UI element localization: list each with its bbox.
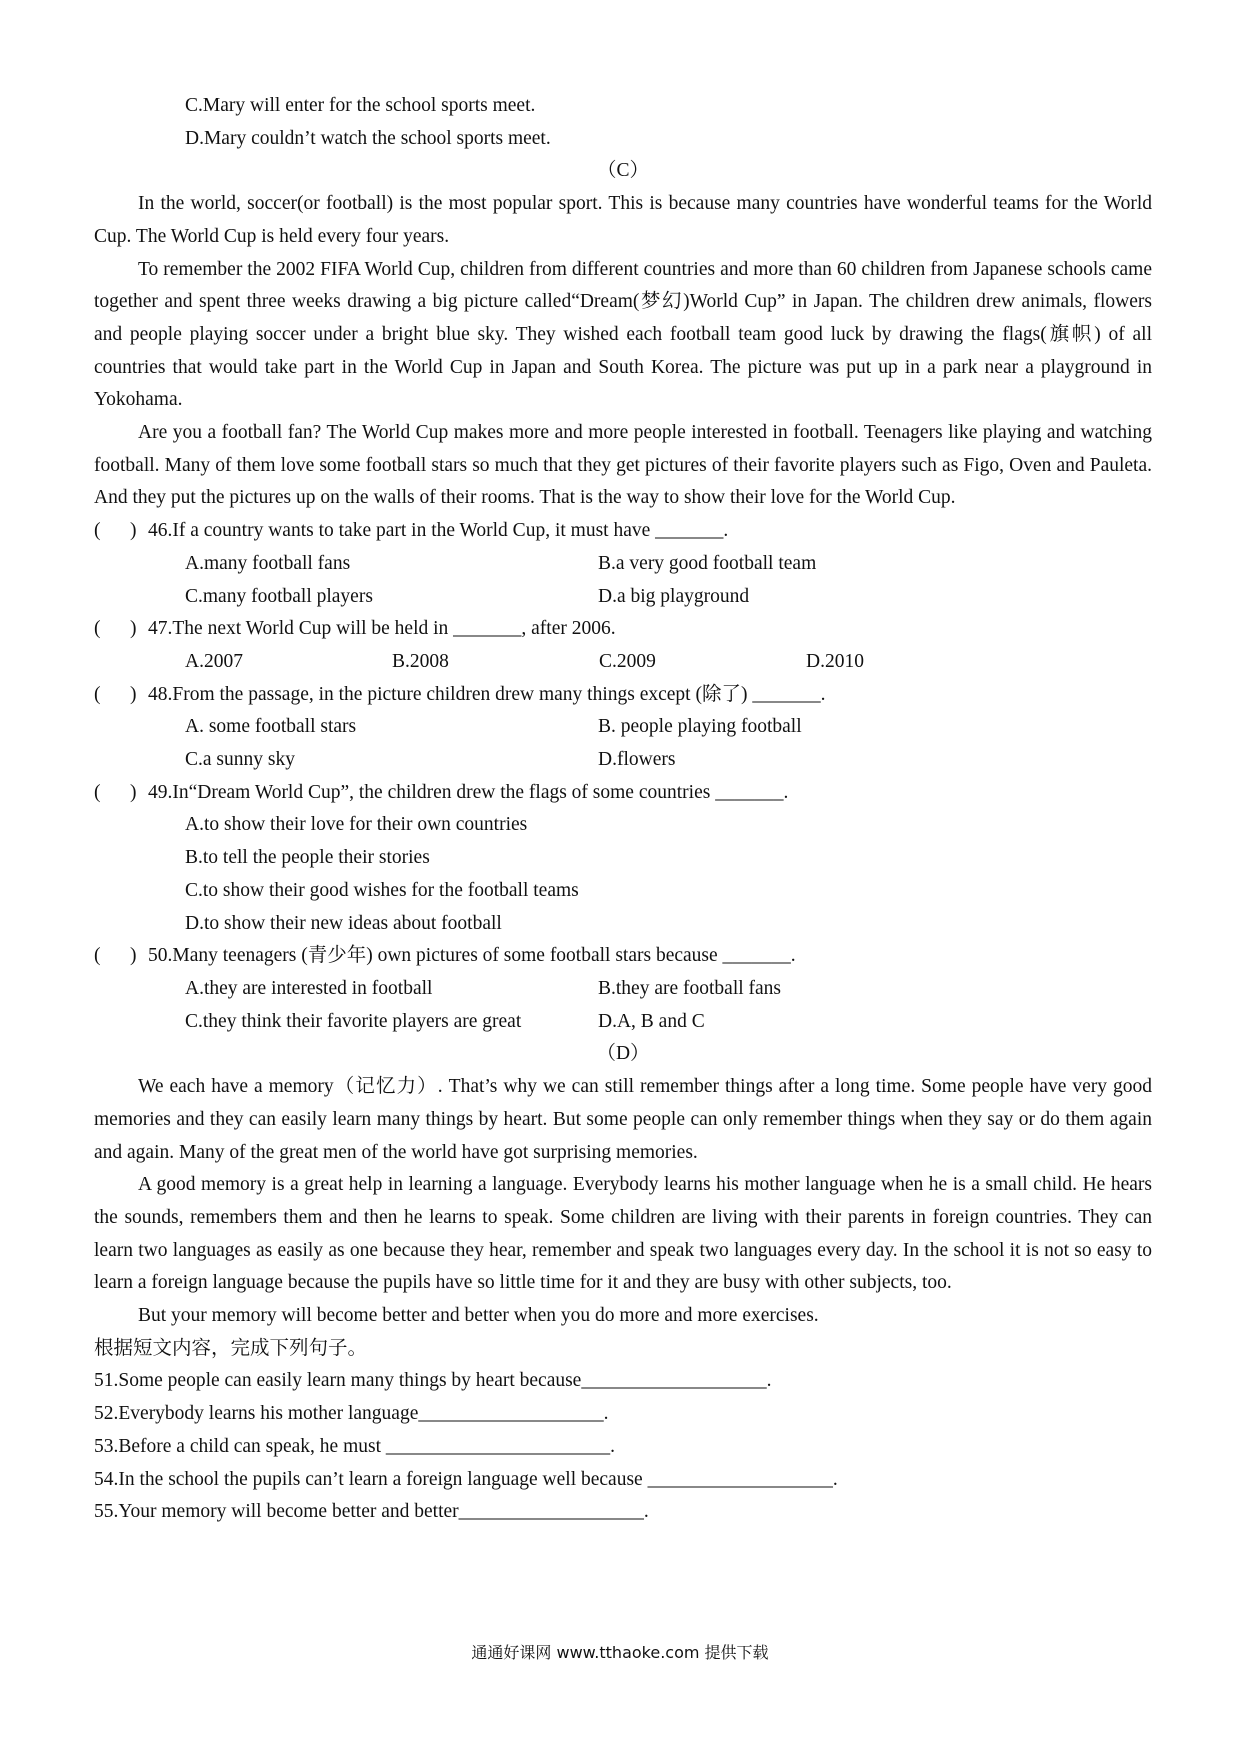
answer-paren-open: ( (94, 781, 101, 803)
option-b: B.they are football fans (598, 977, 782, 999)
previous-option-d: D.Mary couldn’t watch the school sports meet. (185, 127, 551, 149)
question-46-text: 46.If a country wants to take part in the World Cup, it must have _______. (148, 520, 729, 542)
previous-option-c: C.Mary will enter for the school sports meet. (185, 95, 536, 116)
option-a: A.2007 (185, 650, 243, 672)
section-c-heading: （C） (596, 160, 649, 182)
section-c-paragraph-1: In the world, soccer(or football) is the most popular sport. This is because many countries have wonderful teams for the World Cup. The World Cup is held every four years. (94, 193, 1152, 247)
question-49-option-b (94, 842, 1152, 875)
option-d: D.2010 (806, 650, 864, 672)
answer-paren-close: ) (130, 945, 137, 967)
answer-paren-close: ) (130, 520, 137, 542)
answer-paren-close: ) (130, 781, 137, 803)
question-49-option-d (94, 908, 1152, 941)
question-47 (94, 613, 1152, 646)
question-50 (94, 940, 1152, 973)
fill-item-52: 52.Everybody learns his mother language___________________. (94, 1403, 609, 1425)
fill-item-55: 55.Your memory will become better and better___________________. (94, 1501, 649, 1523)
question-46-options-row-2 (94, 581, 1152, 614)
question-50-text: 50.Many teenagers (青少年) own pictures of some football stars because _______. (148, 945, 796, 967)
question-50-options-row-2 (94, 1006, 1152, 1039)
section-d-paragraph-3: But your memory will become better and better when you do more and more exercises. (138, 1305, 819, 1327)
question-48-text: 48.From the passage, in the picture children drew many things except (除了) _______. (148, 683, 826, 705)
answer-paren-open: ( (94, 945, 101, 967)
option-c: C.many football players (185, 585, 373, 607)
section-d-paragraph-2: A good memory is a great help in learning a language. Everybody learns his mother language when he is a small child. He hears the sounds, remembers them and then he learns to speak. Some children are living with their parents in foreign countries. They can learn two languages as easily as one because they hear, remember and speak two languages every day. In the school it is not so easy to learn a foreign language because the pupils have so little time for it and they are busy with other subjects, too. (94, 1174, 1152, 1294)
option-b: B.a very good football team (598, 552, 817, 574)
question-47-options-row (94, 646, 1152, 679)
question-49-option-c (94, 875, 1152, 908)
option-d: D.a big playground (598, 585, 750, 607)
question-50-options-row-1 (94, 973, 1152, 1006)
section-c-paragraph-3: Are you a football fan? The World Cup makes more and more people interested in football. Teenagers like playing and watching football. Many of them love some football stars so much that they get pictures of their favorite players such as Figo, Oven and Pauleta. And they put the pictures up on the walls of their rooms. That is the way to show their love for the World Cup. (94, 422, 1152, 509)
option-a: A.to show their love for their own countries (185, 814, 528, 836)
section-d-instruction: 根据短文内容，完成下列句子。 (94, 1337, 368, 1359)
answer-paren-open: ( (94, 520, 101, 542)
answer-paren-open: ( (94, 618, 101, 640)
question-49 (94, 777, 1152, 810)
question-47-text: 47.The next World Cup will be held in _______, after 2006. (148, 618, 616, 640)
option-c: C.a sunny sky (185, 749, 295, 771)
option-d: D.flowers (598, 749, 676, 771)
question-49-option-a (94, 809, 1152, 842)
option-a: A.many football fans (185, 552, 351, 574)
answer-paren-close: ) (130, 618, 137, 640)
question-48-options-row-2 (94, 744, 1152, 777)
option-b: B.2008 (392, 650, 449, 672)
answer-paren-open: ( (94, 683, 101, 705)
option-d: D.to show their new ideas about football (185, 912, 502, 934)
option-b: B. people playing football (598, 716, 802, 738)
option-c: C.to show their good wishes for the football teams (185, 879, 579, 901)
question-46 (94, 515, 1152, 548)
question-48 (94, 679, 1152, 712)
fill-item-51: 51.Some people can easily learn many things by heart because___________________. (94, 1370, 772, 1392)
question-46-options-row-1 (94, 548, 1152, 581)
option-d: D.A, B and C (598, 1010, 705, 1032)
option-a: A.they are interested in football (185, 977, 433, 999)
fill-item-53: 53.Before a child can speak, he must _______________________. (94, 1435, 615, 1457)
section-d-paragraph-1: We each have a memory（记忆力）. That’s why we can still remember things after a long time. Some people have very good memories and they can easily learn many things by heart. But some people can only remember things when they say or do them again and again. Many of the great men of the world have got surprising memories. (94, 1076, 1152, 1163)
question-48-options-row-1 (94, 711, 1152, 744)
answer-paren-close: ) (130, 683, 137, 705)
fill-item-54: 54.In the school the pupils can’t learn a foreign language well because ___________________. (94, 1468, 838, 1490)
option-c: C.they think their favorite players are great (185, 1010, 522, 1032)
section-c-paragraph-2: To remember the 2002 FIFA World Cup, children from different countries and more than 60 children from Japanese schools came together and spent three weeks drawing a big picture called“Dream(梦幻)World Cup” in Japan. The children drew animals, flowers and people playing soccer under a bright blue sky. They wished each football team good luck by drawing the flags(旗帜) of all countries that would take part in the World Cup in Japan and South Korea. The picture was put up in a park near a playground in Yokohama. (94, 258, 1152, 411)
document-page (94, 90, 1152, 1529)
option-a: A. some football stars (185, 716, 357, 738)
option-c: C.2009 (599, 650, 656, 672)
section-d-heading: （D） (596, 1043, 650, 1065)
option-b: B.to tell the people their stories (185, 847, 430, 869)
question-49-text: 49.In“Dream World Cup”, the children drew the flags of some countries _______. (148, 781, 789, 803)
page-footer: 通通好课网 www.tthaoke.com 提供下载 (471, 1643, 769, 1662)
